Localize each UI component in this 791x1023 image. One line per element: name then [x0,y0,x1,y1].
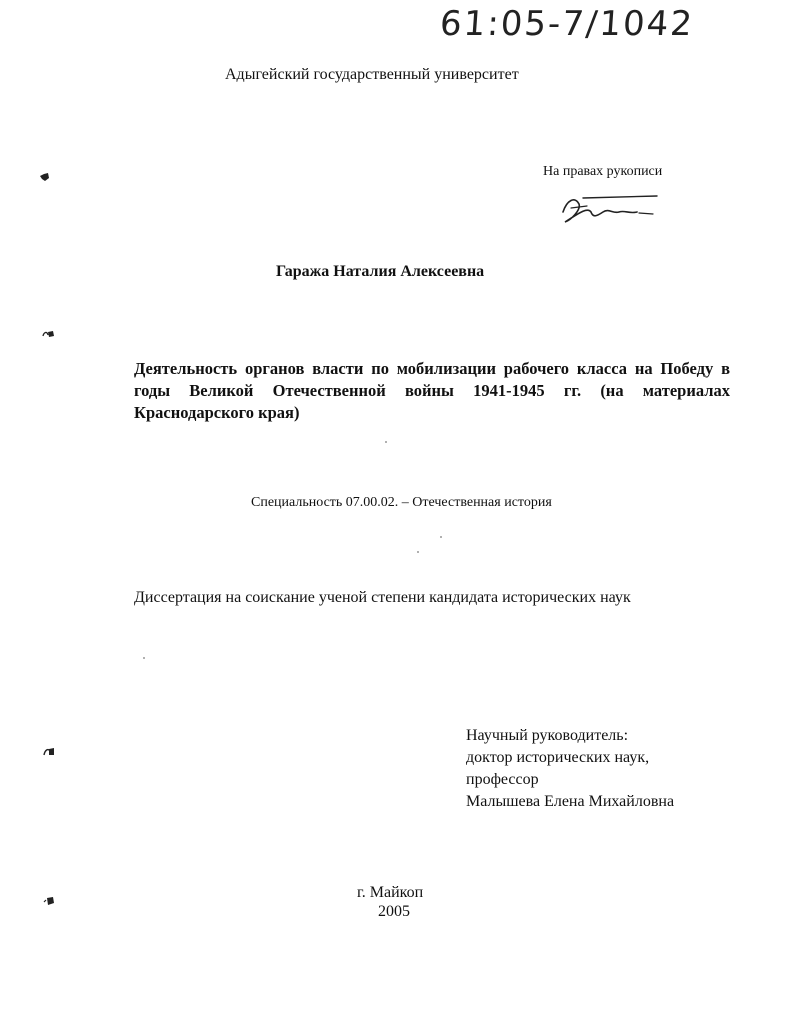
scan-speck [440,536,442,538]
scan-mark-icon [38,170,52,184]
degree-line: Диссертация на соискание ученой степени кандидата исторических наук [134,589,631,606]
year: 2005 [378,903,410,920]
specialty-line: Специальность 07.00.02. – Отечественная история [251,495,552,510]
advisor-label: Научный руководитель: [466,727,629,744]
author-name: Гаража Наталия Алексеевна [276,263,485,280]
university-name: Адыгейский государственный университет [225,66,519,83]
manuscript-rights-note: На правах рукописи [543,164,663,179]
scientific-advisor [466,725,674,813]
scan-mark-icon [42,327,56,341]
scan-mark-icon [42,745,56,759]
scan-speck [143,657,145,659]
scan-speck [417,551,419,553]
thesis-title: Деятельность органов власти по мобилизации рабочего класса на Победу в годы Великой Отечественной войны 1941-1945 гг. (на материалах Краснодарского края) [134,359,730,422]
advisor-name: Малышева Елена Михайловна [466,793,675,810]
advisor-rank: профессор [466,771,539,788]
archive-code-handwritten: 61:05-7/1042 [438,4,696,44]
author-signature [553,186,663,230]
city: г. Майкоп [357,884,424,901]
advisor-degree: доктор исторических наук, [466,749,650,766]
scan-speck [385,441,387,443]
scan-mark-icon [42,894,56,908]
